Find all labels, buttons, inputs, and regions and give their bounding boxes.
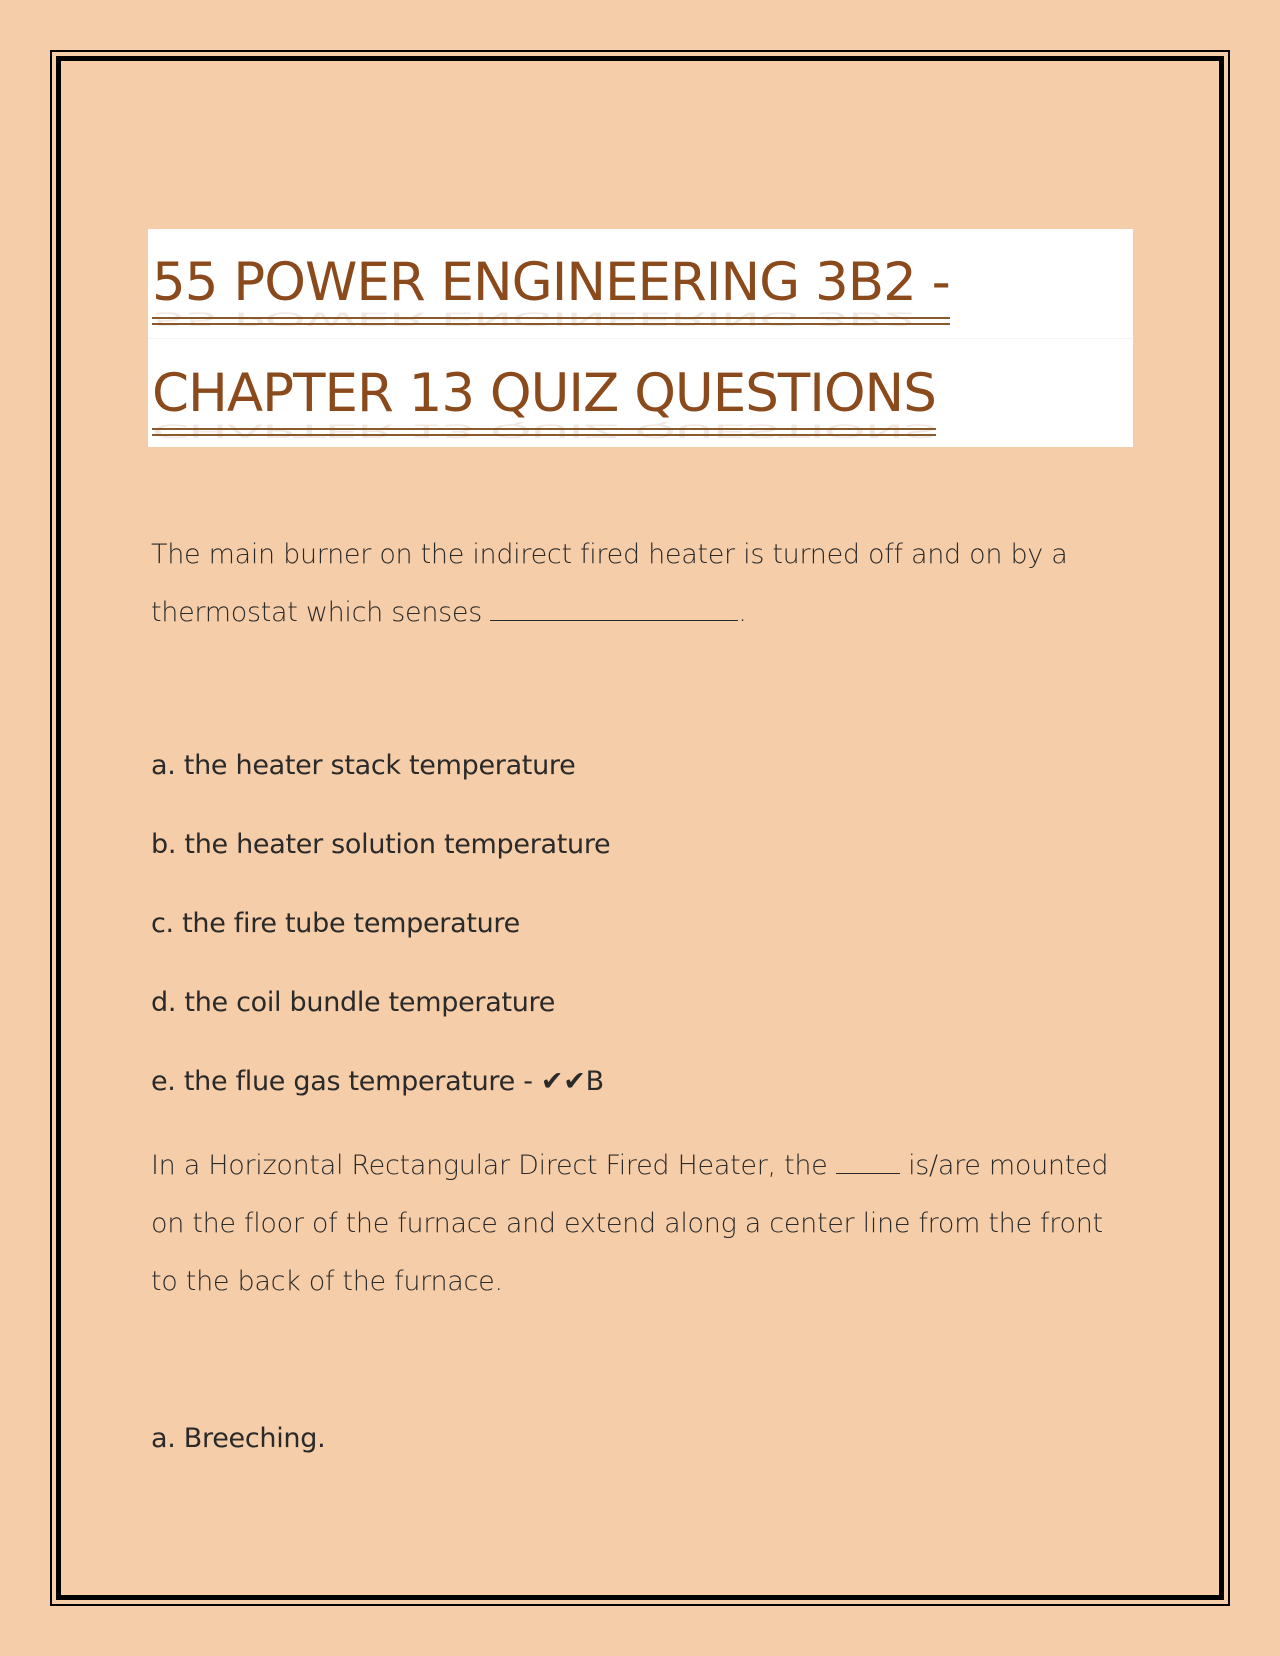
question-1-part-1: The main burner on the indirect fired heater is turned off and on by a thermostat which senses	[151, 539, 1068, 628]
question-2-text	[151, 1137, 1131, 1311]
title-line-2-reflection: CHAPTER 13 QUIZ QUESTIONS	[152, 420, 936, 442]
question-2-part-1: In a Horizontal Rectangular Direct Fired Heater, the	[151, 1150, 836, 1181]
question-1-option-e: e. the flue gas temperature - ✔✔B	[151, 1066, 604, 1097]
title-line-1: 55 POWER ENGINEERING 3B2 -	[152, 252, 950, 313]
question-2-option-a: a. Breeching.	[151, 1423, 326, 1454]
title-line-2: CHAPTER 13 QUIZ QUESTIONS	[152, 363, 936, 424]
answer-blank	[490, 594, 738, 621]
title-line-1-reflection: 55 POWER ENGINEERING 3B2 -	[152, 308, 950, 330]
question-1-option-b: b. the heater solution temperature	[151, 829, 611, 860]
answer-blank	[836, 1147, 900, 1174]
question-1-option-d: d. the coil bundle temperature	[151, 987, 556, 1018]
question-2-part-2: is/are mounted on the floor of the furnace and extend along a center line from the front to the back of the furnace.	[151, 1150, 1109, 1297]
question-1-text	[151, 526, 1131, 642]
question-1-option-c: c. the fire tube temperature	[151, 908, 520, 939]
question-1-part-2: .	[738, 597, 747, 628]
question-1-option-a: a. the heater stack temperature	[151, 750, 576, 781]
title-banner	[148, 229, 1133, 447]
title-divider	[148, 338, 1133, 339]
